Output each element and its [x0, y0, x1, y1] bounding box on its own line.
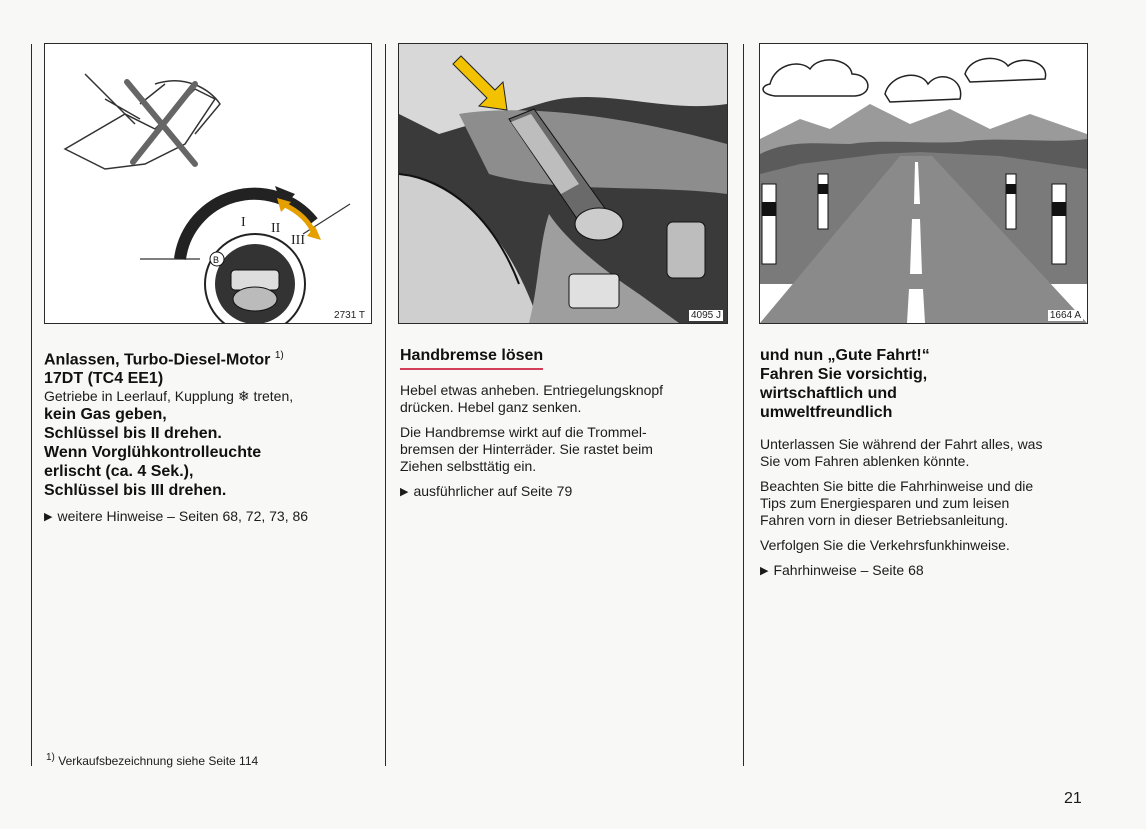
paragraph: Beachten Sie bitte die Fahrhinweise und die Tips zum Energiesparen und zum leisen Fahren vorn in dieser Betriebsanleitung. — [760, 478, 1034, 528]
svg-text:II: II — [271, 221, 281, 236]
svg-text:B: B — [213, 255, 220, 265]
column-rule-mid-left — [385, 44, 386, 766]
column-start-engine — [44, 346, 374, 526]
figure-code: 2731 T — [334, 310, 365, 321]
bold-instruction: Schlüssel bis II drehen. — [44, 425, 222, 443]
paragraph: Hebel etwas anheben. Entriegelungsknopf drücken. Hebel ganz senken. — [400, 382, 664, 415]
column-handbrake — [400, 346, 735, 501]
svg-text:III: III — [291, 233, 305, 248]
section-heading: Handbremse lösen — [400, 346, 543, 370]
clutch-symbol-icon: ❄ — [237, 388, 250, 405]
instruction-text: Getriebe in Leerlauf, Kupplung ❄ treten, — [44, 388, 294, 405]
footnote: $^{1)}$ Verkaufsbezeichnung siehe Seite 114 — [46, 752, 259, 768]
handbrake-illustration — [399, 44, 727, 323]
figure-code: 1664 A — [1049, 310, 1081, 321]
ignition-illustration — [45, 44, 371, 323]
figure-ignition-key — [44, 43, 372, 324]
page-number: 21 — [1064, 790, 1082, 807]
cross-reference: ▶ ausführlicher auf Seite 79 — [400, 483, 573, 499]
section-heading: umweltfreundlich — [760, 404, 893, 421]
column-good-drive — [760, 346, 1090, 580]
cross-reference: ▶ Fahrhinweise – Seite 68 — [760, 562, 924, 578]
column-rule-mid-right — [743, 44, 744, 766]
section-heading: wirtschaftlich und — [760, 385, 897, 402]
paragraph: Die Handbremse wirkt auf die Trommel- bremsen der Hinterräder. Sie rastet beim Ziehen selbsttätig ein. — [400, 424, 653, 474]
figure-road — [759, 43, 1088, 324]
section-subheading: 17DT (TC4 EE1) — [44, 370, 164, 388]
bold-instruction: Schlüssel bis III drehen. — [44, 482, 227, 500]
svg-text:I: I — [241, 215, 246, 230]
section-heading: Fahren Sie vorsichtig, — [760, 366, 928, 383]
bold-instruction: erlischt (ca. 4 Sek.), — [44, 463, 194, 481]
figure-code: 4095 J — [690, 310, 721, 321]
paragraph: Verfolgen Sie die Verkehrsfunkhinweise. — [760, 537, 1010, 553]
triangle-right-icon: ▶ — [760, 565, 769, 577]
cross-reference: ▶ weitere Hinweise – Seiten 68, 72, 73, 86 — [44, 508, 309, 525]
figure-handbrake — [398, 43, 728, 324]
triangle-right-icon: ▶ — [44, 511, 53, 524]
bold-instruction: Wenn Vorglühkontrolleuchte — [44, 444, 262, 462]
column-rule-left — [31, 44, 32, 766]
section-heading: und nun „Gute Fahrt!“ — [760, 347, 930, 364]
road-illustration — [760, 44, 1087, 323]
section-heading: Anlassen, Turbo-Diesel-Motor $^{1)}$ — [44, 350, 284, 369]
paragraph: Unterlassen Sie während der Fahrt alles, was Sie vom Fahren ablenken könnte. — [760, 436, 1043, 469]
bold-instruction: kein Gas geben, — [44, 406, 167, 424]
triangle-right-icon: ▶ — [400, 486, 409, 498]
